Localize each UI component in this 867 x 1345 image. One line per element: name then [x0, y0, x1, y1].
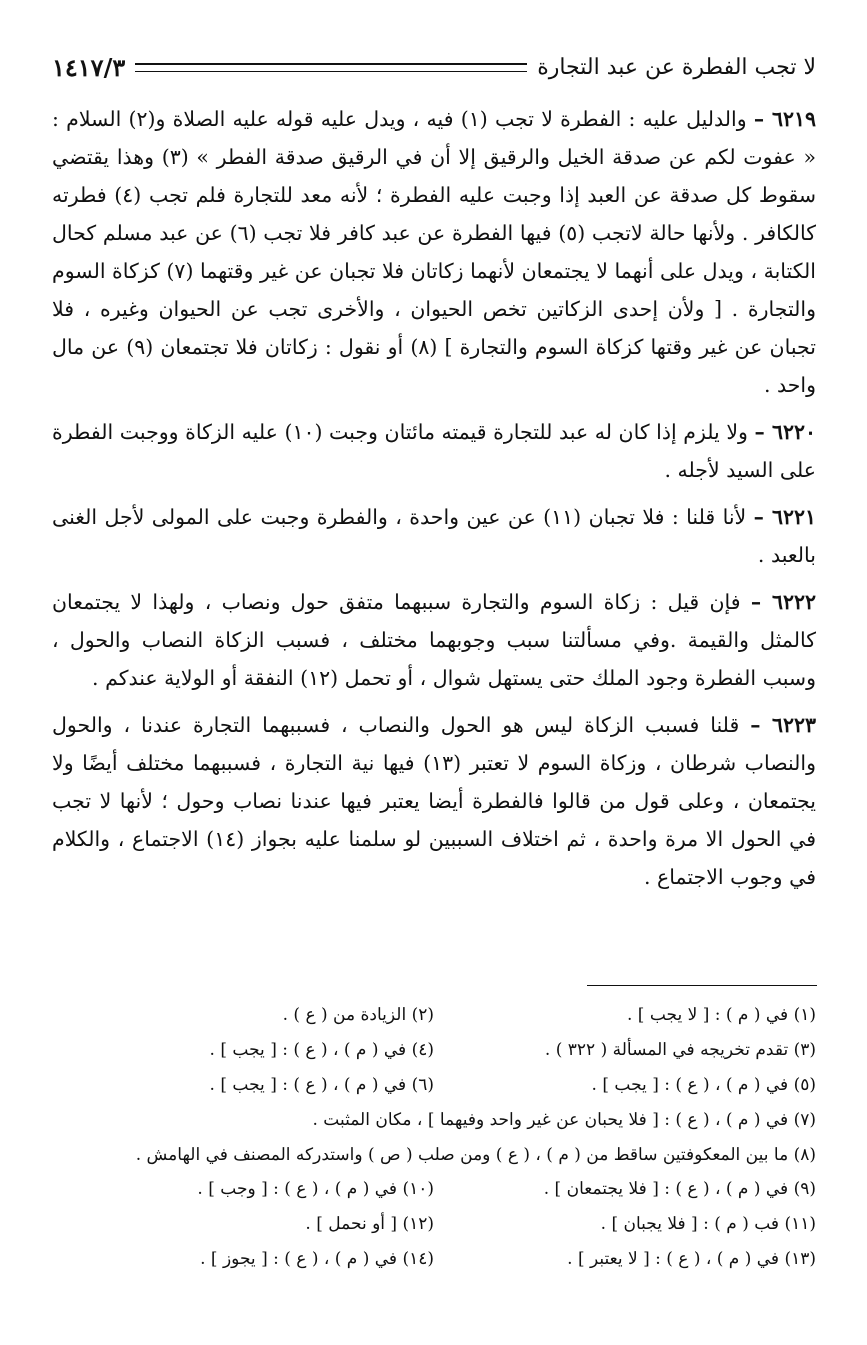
footnote: (٣) تقدم تخريجه في المسألة ( ٣٢٢ ) .	[544, 1040, 816, 1061]
paragraph-6222	[52, 583, 816, 697]
main-text	[52, 100, 816, 905]
paragraph-text: لأنا قلنا : فلا تجبان (١١) عن عين واحدة ، والفطرة وجبت على المولى لأجل الغنى بالعبد .	[52, 505, 816, 567]
footnote-row	[52, 1102, 816, 1137]
page-number: ١٤١٧/٣	[52, 52, 126, 82]
paragraph-6223	[52, 706, 816, 896]
footnote-separator	[587, 985, 817, 986]
footnote: (٧) في ( م ) ، ( ع ) : [ فلا يحبان عن غير واحد وفيهما ] ، مكان المثبت .	[312, 1109, 816, 1130]
footnote: (١٣) في ( م ) ، ( ع ) : [ لا يعتبر ] .	[567, 1248, 816, 1269]
paragraph-6219	[52, 100, 816, 404]
footnote: (٨) ما بين المعكوفتين ساقط من ( م ) ، ( ع ) ومن صلب ( ص ) واستدركه المصنف في الهامش .	[135, 1144, 816, 1165]
footnote: (٥) في ( م ) ، ( ع ) : [ يجب ] .	[591, 1074, 816, 1095]
footnotes	[52, 998, 816, 1276]
footnote: (٦) في ( م ) ، ( ع ) : [ يجب ] .	[209, 1074, 434, 1095]
footnote-row	[52, 998, 816, 1033]
footnote: (٢) الزيادة من ( ع ) .	[282, 1005, 434, 1026]
footnote: (١) في ( م ) : [ لا يجب ] .	[626, 1005, 816, 1026]
footnote: (٩) في ( م ) ، ( ع ) : [ فلا يجتمعان ] .	[543, 1179, 816, 1200]
footnote: (١٢) [ أو نحمل ] .	[305, 1214, 434, 1235]
paragraph-text: ولا يلزم إذا كان له عبد للتجارة قيمته مائتان وجبت (١٠) عليه الزكاة ووجبت الفطرة على السيد لأجله .	[52, 420, 816, 482]
paragraph-number: ٦٢٢٣ –	[750, 713, 816, 737]
footnote-row	[52, 1207, 816, 1242]
paragraph-6221	[52, 498, 816, 574]
paragraph-text: فإن قيل : زكاة السوم والتجارة سببهما متفق حول ونصاب ، ولهذا لا يجتمعان كالمثل والقيمة .وفي مسألتنا سبب وجوبهما مختلف ، فسبب الزكاة النصاب والحول ، وسبب الفطرة وجود الملك حتى يستهل شوال ، أو تحمل (١٢) النفقة أو الولاية عندكم .	[52, 590, 816, 690]
paragraph-6220	[52, 413, 816, 489]
paragraph-number: ٦٢٢١ –	[753, 505, 816, 529]
chapter-title: لا تجب الفطرة عن عبد التجارة	[537, 54, 816, 80]
footnote-row	[52, 1068, 816, 1103]
footnote-row	[52, 1033, 816, 1068]
paragraph-number: ٦٢٢٢ –	[750, 590, 816, 614]
paragraph-text: قلنا فسبب الزكاة ليس هو الحول والنصاب ، فسببهما التجارة عندنا ، والحول والنصاب شرطان ، وزكاة السوم لا تعتبر (١٣) فيها نية التجارة ، فسببهما مختلف أيضًا ولا يجتمعان ، وعلى قول من قالوا فالفطرة أيضا يعتبر فيها عندنا نصاب وحول ؛ لأنها لا تجب في الحول الا مرة واحدة ، ثم اختلاف السببين لو سلمنا عليه بجواز (١٤) الاجتماع ، والكلام في وجوب الاجتماع .	[52, 713, 817, 889]
footnote-row	[52, 1137, 816, 1172]
paragraph-number: ٦٢١٩ –	[753, 107, 816, 131]
footnote: (٤) في ( م ) ، ( ع ) : [ يجب ] .	[209, 1040, 434, 1061]
footnote: (١٠) في ( م ) ، ( ع ) : [ وجب ] .	[197, 1179, 434, 1200]
running-header	[52, 48, 816, 86]
paragraph-number: ٦٢٢٠ –	[754, 420, 817, 444]
footnote: (١١) فب ( م ) : [ فلا يجبان ] .	[600, 1214, 816, 1235]
footnote: (١٤) في ( م ) ، ( ع ) : [ يجوز ] .	[200, 1248, 434, 1269]
footnote-row	[52, 1242, 816, 1277]
footnote-row	[52, 1172, 816, 1207]
paragraph-text: والدليل عليه : الفطرة لا تجب (١) فيه ، ويدل عليه قوله عليه الصلاة و(٢) السلام : « عفوت لكم عن صدقة الخيل والرقيق إلا أن في الرقيق صدقة الفطر » (٣) وهذا يقتضي سقوط كل صدقة عن العبد إذا وجبت عليه الفطرة ؛ لأنه معد للتجارة فلم تجب (٤) فطرته كالكافر . ولأنها حالة لاتجب (٥) فيها الفطرة عن عبد كافر فلا تجب (٦) عن عبد مسلم كحال الكتابة ، ويدل على أنهما لا يجتمعان لأنهما زكاتان فلا تجبان عن غير وقتهما (٧) كزكاة السوم والتجارة . [ ولأن إحدى الزكاتين تخص الحيوان ، والأخرى تجب عن الحيوان وغيره ، فلا تجبان عن غير وقتها كزكاة السوم والتجارة ] (٨) أو نقول : زكاتان فلا تجتمعان (٩) عن مال واحد .	[52, 107, 817, 397]
header-rule	[135, 63, 527, 72]
